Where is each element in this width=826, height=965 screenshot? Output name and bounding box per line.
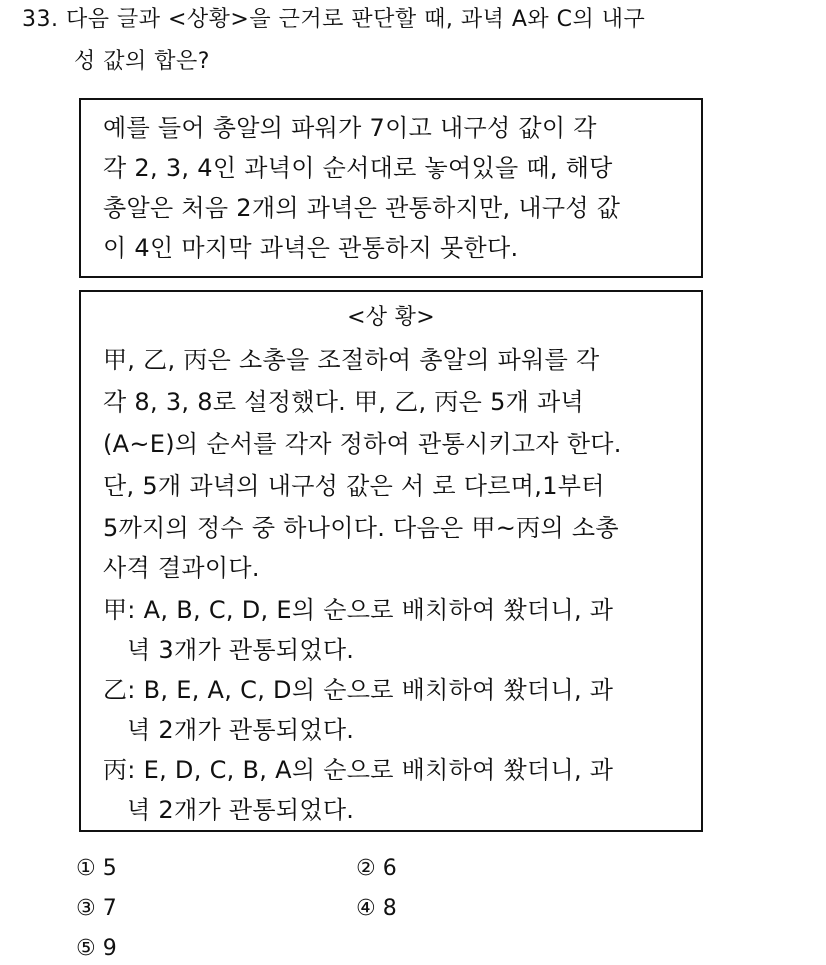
situation-line-9: 乙: B, E, A, C, D의 순으로 배치하여 쐈더니, 과 — [103, 676, 614, 704]
situation-line-5: 5까지의 정수 중 하나이다. 다음은 甲~丙의 소총 — [103, 514, 619, 542]
choice-1[interactable]: ① 5 — [76, 856, 117, 881]
question-line-2: 성 값의 합은? — [74, 49, 210, 74]
choice-5[interactable]: ⑤ 9 — [76, 936, 117, 961]
choice-2[interactable]: ② 6 — [356, 856, 397, 881]
example-line-1: 예를 들어 총알의 파워가 7이고 내구성 값이 각 — [103, 114, 597, 142]
situation-line-3: (A~E)의 순서를 각자 정하여 관통시키고자 한다. — [103, 430, 622, 458]
situation-line-4: 단, 5개 과녁의 내구성 값은 서 로 다르며,1부터 — [103, 472, 605, 500]
example-line-4: 이 4인 마지막 과녁은 관통하지 못한다. — [103, 234, 519, 262]
example-line-2: 각 2, 3, 4인 과녁이 순서대로 놓여있을 때, 해당 — [103, 154, 613, 182]
situation-title: <상 황> — [347, 305, 435, 330]
choice-4[interactable]: ④ 8 — [356, 896, 397, 921]
situation-line-7: 甲: A, B, C, D, E의 순으로 배치하여 쐈더니, 과 — [103, 596, 614, 624]
situation-line-10: 녁 2개가 관통되었다. — [127, 716, 355, 744]
example-box — [79, 98, 703, 278]
choice-3[interactable]: ③ 7 — [76, 896, 117, 921]
situation-line-6: 사격 결과이다. — [103, 554, 260, 582]
situation-box — [79, 290, 703, 832]
situation-line-12: 녁 2개가 관통되었다. — [127, 796, 355, 824]
question-line-1: 33. 다음 글과 <상황>을 근거로 판단할 때, 과녁 A와 C의 내구 — [22, 7, 646, 32]
example-line-3: 총알은 처음 2개의 과녁은 관통하지만, 내구성 값 — [103, 194, 621, 222]
situation-line-11: 丙: E, D, C, B, A의 순으로 배치하여 쐈더니, 과 — [103, 756, 614, 784]
situation-line-1: 甲, 乙, 丙은 소총을 조절하여 총알의 파워를 각 — [103, 346, 600, 374]
situation-line-2: 각 8, 3, 8로 설정했다. 甲, 乙, 丙은 5개 과녁 — [103, 388, 585, 416]
situation-line-8: 녁 3개가 관통되었다. — [127, 636, 355, 664]
